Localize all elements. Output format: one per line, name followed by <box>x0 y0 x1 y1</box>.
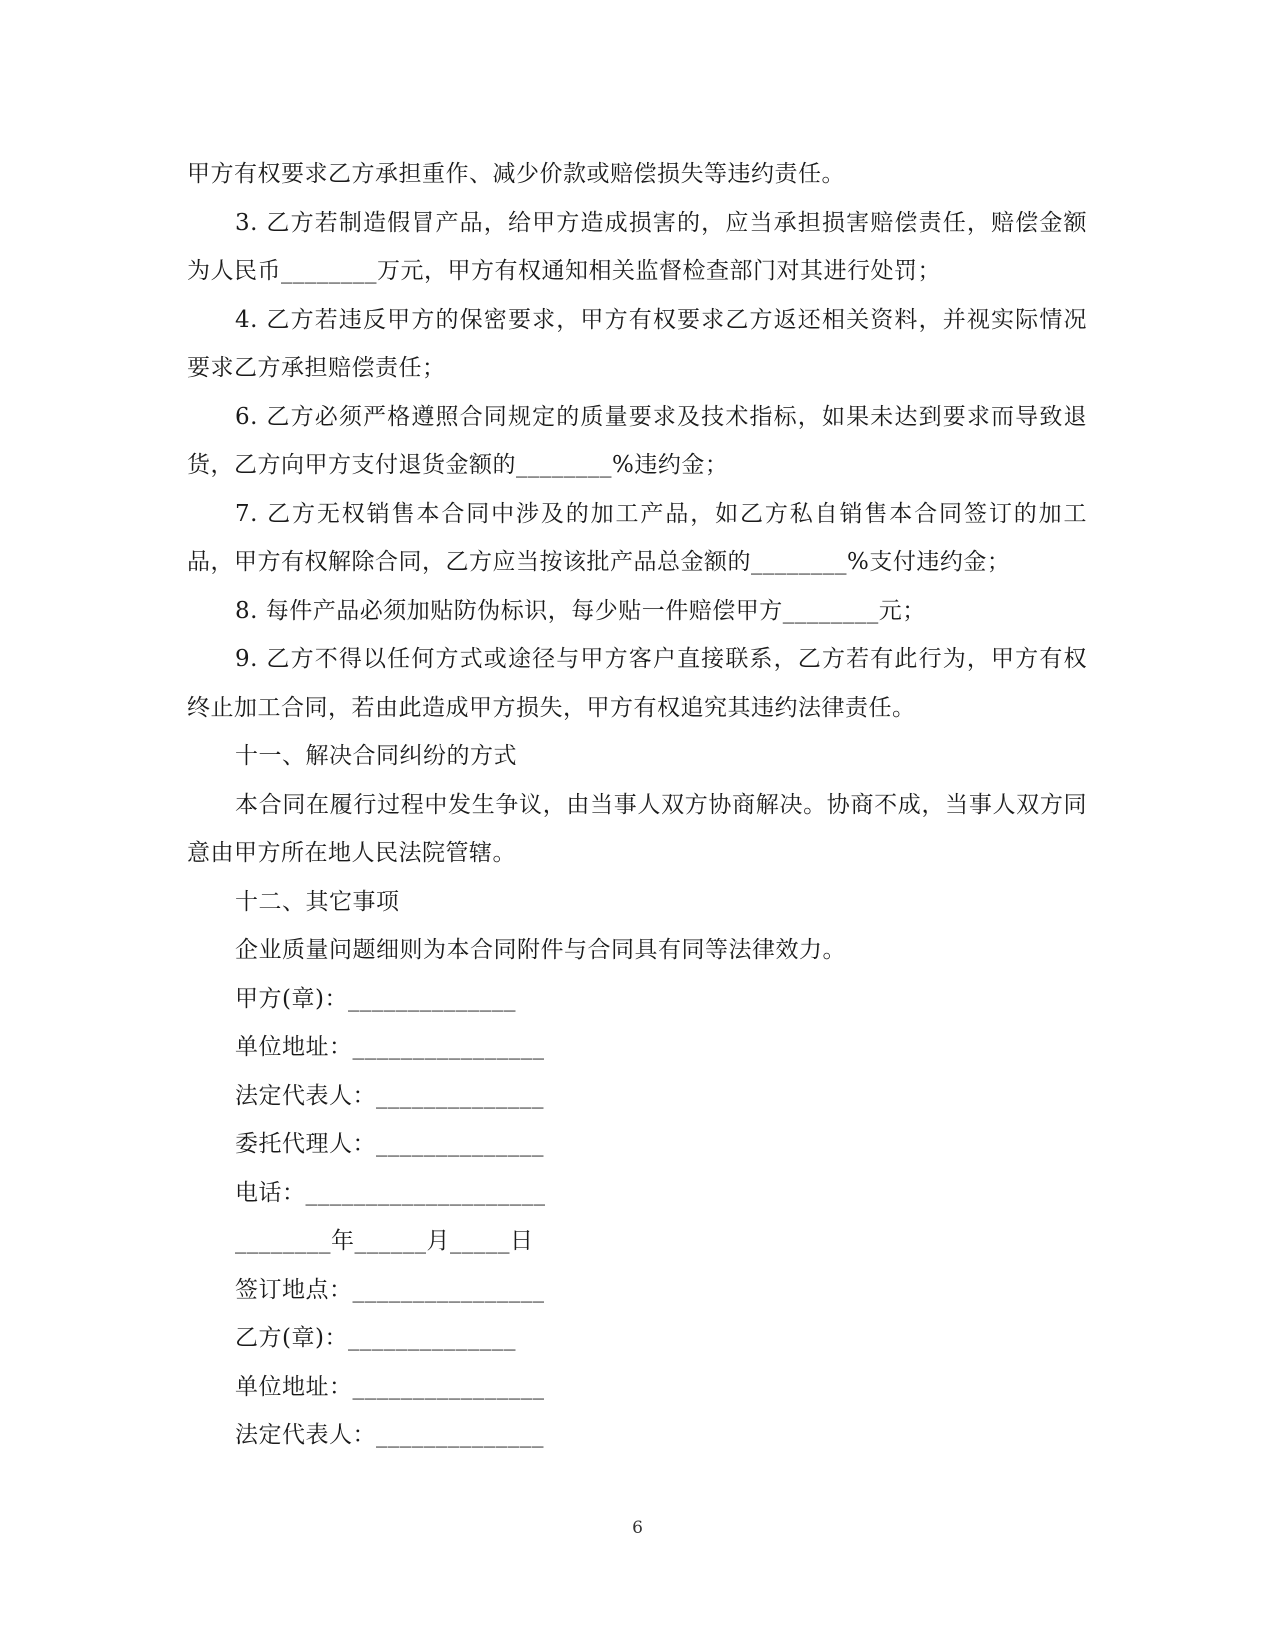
party-a-agent-field: 委托代理人：______________ <box>235 1131 544 1157</box>
party-b-seal-field: 乙方(章)：______________ <box>235 1325 516 1351</box>
paragraph-clause-7: 7. 乙方无权销售本合同中涉及的加工产品，如乙方私自销售本合同签订的加工品，甲方有权解除合同，乙方应当按该批产品总金额的________%支付违约金； <box>187 500 1087 575</box>
party-a-seal-field: 甲方(章)：______________ <box>235 985 516 1012</box>
signing-place-field: 签订地点：________________ <box>235 1276 545 1303</box>
paragraph-clause-6: 6. 乙方必须严格遵照合同规定的质量要求及技术指标，如果未达到要求而导致退货，乙方向甲方支付退货金额的________%违约金； <box>187 403 1087 478</box>
paragraph-liability-rework: 甲方有权要求乙方承担重作、减少价款或赔偿损失等违约责任。 <box>187 161 845 187</box>
paragraph-clause-9: 9. 乙方不得以任何方式或途径与甲方客户直接联系，乙方若有此行为，甲方有权终止加工合同，若由此造成甲方损失，甲方有权追究其违约法律责任。 <box>187 646 1087 721</box>
section-heading-dispute: 十一、解决合同纠纷的方式 <box>235 743 517 769</box>
page-number: 6 <box>632 1518 643 1538</box>
contract-body <box>187 150 1087 1460</box>
party-b-legal-rep-field: 法定代表人：______________ <box>235 1422 544 1448</box>
party-a-address-field: 单位地址：________________ <box>235 1034 545 1060</box>
date-field: ________年______月_____日 <box>235 1228 534 1254</box>
paragraph-dispute-resolution: 本合同在履行过程中发生争议，由当事人双方协商解决。协商不成，当事人双方同意由甲方所在地人民法院管辖。 <box>187 791 1087 866</box>
phone-field: 电话：____________________ <box>235 1179 546 1206</box>
party-b-address-field: 单位地址：________________ <box>235 1373 545 1400</box>
party-a-legal-rep-field: 法定代表人：______________ <box>235 1082 544 1109</box>
paragraph-clause-4: 4. 乙方若违反甲方的保密要求，甲方有权要求乙方返还相关资料，并视实际情况要求乙方承担赔偿责任； <box>187 306 1087 381</box>
paragraph-other-matters: 企业质量问题细则为本合同附件与合同具有同等法律效力。 <box>235 937 846 963</box>
paragraph-clause-8: 8. 每件产品必须加贴防伪标识，每少贴一件赔偿甲方________元； <box>235 597 926 624</box>
section-heading-other-matters: 十二、其它事项 <box>235 888 400 915</box>
paragraph-clause-3: 3. 乙方若制造假冒产品，给甲方造成损害的，应当承担损害赔偿责任，赔偿金额为人民币________万元，甲方有权通知相关监督检查部门对其进行处罚； <box>187 209 1087 284</box>
